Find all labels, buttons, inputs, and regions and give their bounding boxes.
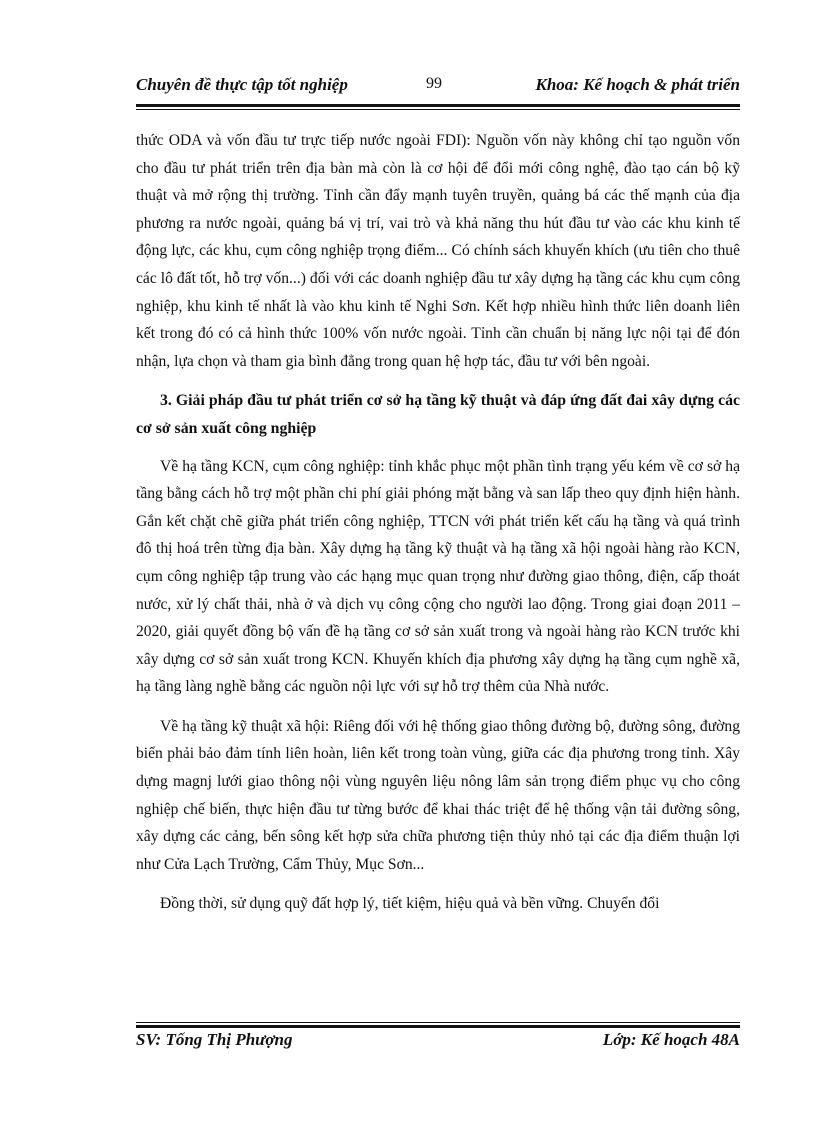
- footer-class: Lớp: Kế hoạch 48A: [602, 1030, 740, 1049]
- footer-rule: [136, 1022, 740, 1028]
- paragraph-continued: thức ODA và vốn đầu tư trực tiếp nước ngoài FDI): Nguồn vốn này không chỉ tạo nguồn vốn cho đầu tư phát triển trên địa bàn mà còn là cơ hội để đổi mới công nghệ, đào tạo cán bộ kỹ thuật và mở rộng thị trường. Tỉnh cần đẩy mạnh tuyên truyền, quảng bá các thế mạnh của địa phương ra nước ngoài, quảng bá vị trí, vai trò và khả năng thu hút đầu tư vào các khu kinh tế động lực, các khu, cụm công nghiệp trọng điểm... Có chính sách khuyến khích (ưu tiên cho thuê các lô đất tốt, hỗ trợ vốn...) đối với các doanh nghiệp đầu tư xây dựng hạ tầng các khu cụm công nghiệp, khu kinh tế nhất là vào khu kinh tế Nghi Sơn. Kết hợp nhiều hình thức liên doanh liên kết trong đó có cả hình thức 100% vốn nước ngoài. Tỉnh cần chuẩn bị năng lực nội tại để đón nhận, lựa chọn và tham gia bình đẳng trong quan hệ hợp tác, đầu tư với bên ngoài.: [136, 132, 740, 370]
- footer-student-name: SV: Tống Thị Phượng: [136, 1030, 293, 1049]
- header-report-title: Chuyên đề thực tập tốt nghiệp: [136, 75, 348, 94]
- paragraph-land-use: Đồng thời, sử dụng quỹ đất hợp lý, tiết kiệm, hiệu quả và bền vững. Chuyển đổi: [160, 895, 660, 913]
- header-faculty: Khoa: Kế hoạch & phát triển: [535, 75, 740, 94]
- paragraph-infrastructure-kcn: Về hạ tầng KCN, cụm công nghiệp: tỉnh khắc phục một phần tình trạng yếu kém về cơ sở hạ tầng bằng cách hỗ trợ một phần chi phí giải phóng mặt bằng và san lấp theo quy định hiện hành. Gắn kết chặt chẽ giữa phát triển công nghiệp, TTCN với phát triển kết cấu hạ tầng và quá trình đô thị hoá trên từng địa bàn. Xây dựng hạ tầng kỹ thuật và hạ tầng xã hội ngoài hàng rào KCN, cụm công nghiệp tập trung vào các hạng mục quan trọng như đường giao thông, điện, cấp thoát nước, xử lý chất thải, nhà ở và dịch vụ công cộng cho người lao động. Trong giai đoạn 2011 – 2020, giải quyết đồng bộ vấn đề hạ tầng cơ sở sản xuất trong và ngoài hàng rào KCN trước khi xây dựng cơ sở sản xuất trong KCN. Khuyến khích địa phương xây dựng hạ tầng cụm nghề xã, hạ tầng làng nghề bằng các nguồn nội lực với sự hỗ trợ thêm của Nhà nước.: [136, 457, 740, 696]
- section-heading: 3. Giải pháp đầu tư phát triển cơ sở hạ tầng kỹ thuật và đáp ứng đất đai xây dựng các cơ sở sản xuất công nghiệp: [136, 392, 740, 437]
- paragraph-social-infrastructure: Về hạ tầng kỹ thuật xã hội: Riêng đối với hệ thống giao thông đường bộ, đường sông, đường biển phải bảo đảm tính liên hoàn, liên kết trong toàn vùng, giữa các địa phương trong tỉnh. Xây dựng magnj lưới giao thông nội vùng nguyên liệu nông lâm sản trọng điểm phục vụ cho công nghiệp chế biến, thực hiện đầu tư từng bước để khai thác triệt để hệ thống vận tải đường sông, xây dựng các cảng, bến sông kết hợp sửa chữa phương tiện thủy nhỏ tại các địa điểm thuận lợi như Cửa Lạch Trường, Cẩm Thủy, Mục Sơn...: [136, 717, 740, 873]
- page-number: 99: [426, 75, 442, 92]
- page-footer: [136, 1030, 740, 1058]
- page-header: [136, 71, 740, 101]
- page-body: [136, 127, 740, 930]
- header-rule: [136, 104, 740, 110]
